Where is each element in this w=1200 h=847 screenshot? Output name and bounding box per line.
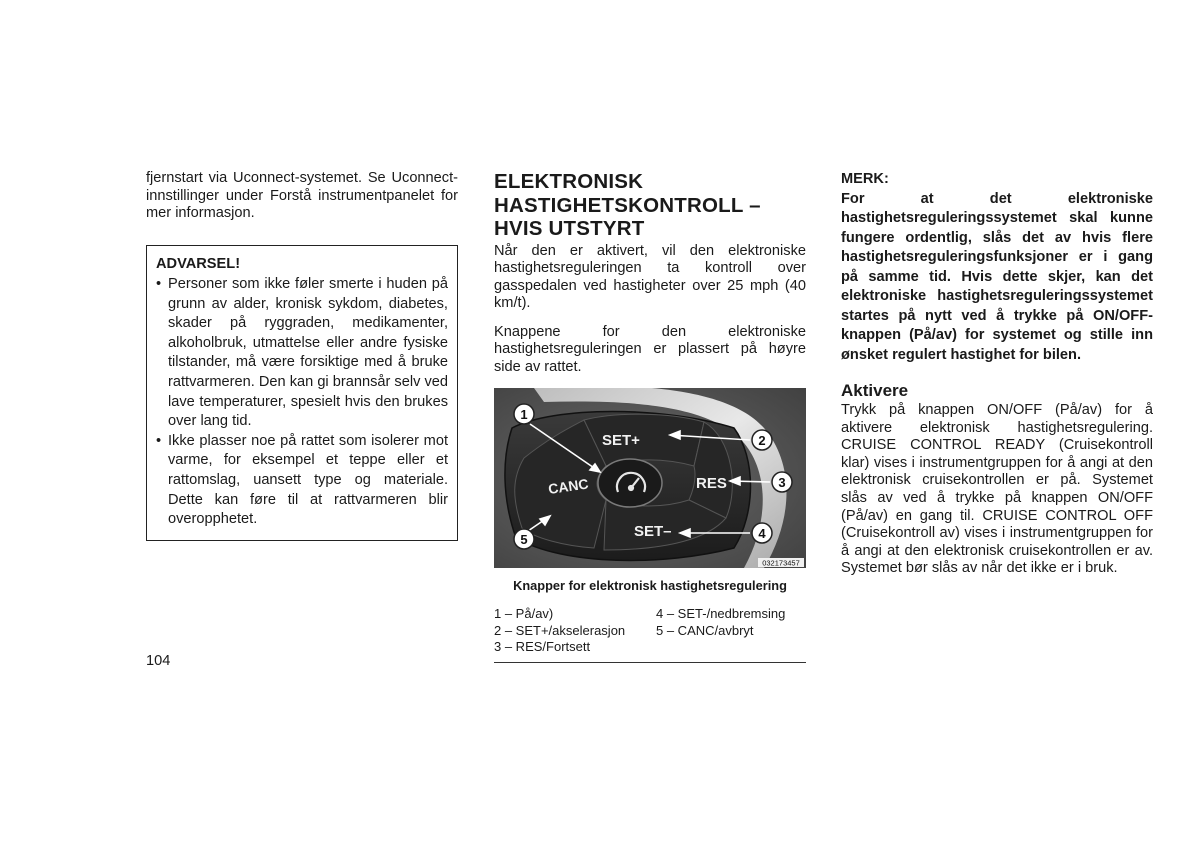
legend-item: [656, 639, 806, 656]
callout-2: [752, 430, 772, 450]
svg-text:4: 4: [758, 526, 766, 541]
warning-list: [156, 275, 448, 530]
intro-paragraph: fjernstart via Uconnect-systemet. Se Uconnect-innstillinger under Forstå instrumentpanelet for mer informasjon.: [146, 170, 458, 221]
note-label: MERK:: [841, 171, 889, 187]
warning-item: • Ikke plasser noe på rattet som isolerer mot varme, for eksempel et teppe eller et rattomslag, uansett type og materiale. Dette kan føre til at rattvarmeren blir overopphetet.: [156, 432, 448, 530]
steering-wheel-buttons-figure: [494, 388, 806, 568]
right-column: [841, 170, 1153, 578]
middle-column: [494, 170, 806, 663]
callout-4: [752, 523, 772, 543]
res-label: RES: [696, 475, 727, 492]
set-minus-label: SET–: [634, 523, 672, 540]
set-plus-label: SET+: [602, 432, 640, 449]
legend-item: 2 – SET+/akselerasjon: [494, 622, 626, 638]
callout-5: [514, 529, 534, 549]
legend-item: 1 – På/av): [494, 606, 554, 621]
canc-label: CANC: [547, 475, 590, 497]
left-column: [146, 170, 458, 541]
activate-heading: Aktivere: [841, 381, 909, 400]
legend-item: 4 – SET-/nedbremsing: [656, 606, 786, 621]
cruise-description: Når den er aktivert, vil den elektroniske hastighetsreguleringen ta kontroll over gasspedalen ved hastigheter over 25 mph (40 km/t).: [494, 242, 806, 311]
svg-text:5: 5: [520, 532, 528, 547]
legend-item: 3 – RES/Fortsett: [494, 639, 591, 654]
svg-text:3: 3: [778, 475, 786, 490]
callout-1: [514, 404, 534, 424]
note-body: For at det elektroniske hastighetsreguleringssystemet skal kunne fungere ordentlig, slås det av hvis flere hastighetsreguleringsfunksjoner er i gang på samme tid. Hvis dette skjer, kan det elektroniske hastighetsreguleringssystemet startes på nytt ved å trykke på ON/OFF-knappen (På/av) for systemet og stille inn ønsket regulert hastighet for bilen.: [841, 190, 1153, 363]
button-location-text: Knappene for den elektroniske hastighetsreguleringen er plassert på høyre side av rattet.: [494, 323, 806, 375]
legend-divider: [494, 662, 806, 663]
figure-caption: Knapper for elektronisk hastighetsregulering: [513, 578, 787, 593]
section-heading: ELEKTRONISK HASTIGHETSKONTROLL – HVIS UTSTYRT: [494, 170, 761, 240]
figure-legend: [494, 606, 806, 656]
svg-text:1: 1: [520, 407, 528, 422]
svg-text:2: 2: [758, 433, 766, 448]
figure-code: 032173457: [762, 558, 800, 568]
on-off-button: [598, 459, 662, 507]
activate-text: Trykk på knappen ON/OFF (På/av) for å aktivere elektronisk hastighetsregulering. CRUISE CONTROL READY (Cruisekontroll klar) vises i instrumentgruppen for å angi at den elektronisk cruisekontrollen er på. Systemet slås av ved å trykke på knappen ON/OFF (På/av) en gang til. CRUISE CONTROL OFF (Cruisekontroll av) vises i instrumentgruppen for å angi at den elektronisk cruisekontrollen er av. Systemet bør slås av når det ikke er i bruk.: [841, 402, 1153, 577]
warning-box: [146, 245, 458, 541]
warning-item: • Personer som ikke føler smerte i huden på grunn av alder, kronisk sykdom, diabetes, skader på ryggraden, medikamenter, alkoholbruk, utmattelse eller andre fysiske tilstander, må være forsiktige med å bruke rattvarmeren. Den kan gi brannsår selv ved lave temperaturer, spesielt hvis den brukes over lang tid.: [156, 275, 448, 432]
page-number: 104: [146, 653, 171, 669]
callout-3: [772, 472, 792, 492]
legend-item: 5 – CANC/avbryt: [656, 622, 754, 638]
warning-title: ADVARSEL!: [156, 255, 241, 272]
